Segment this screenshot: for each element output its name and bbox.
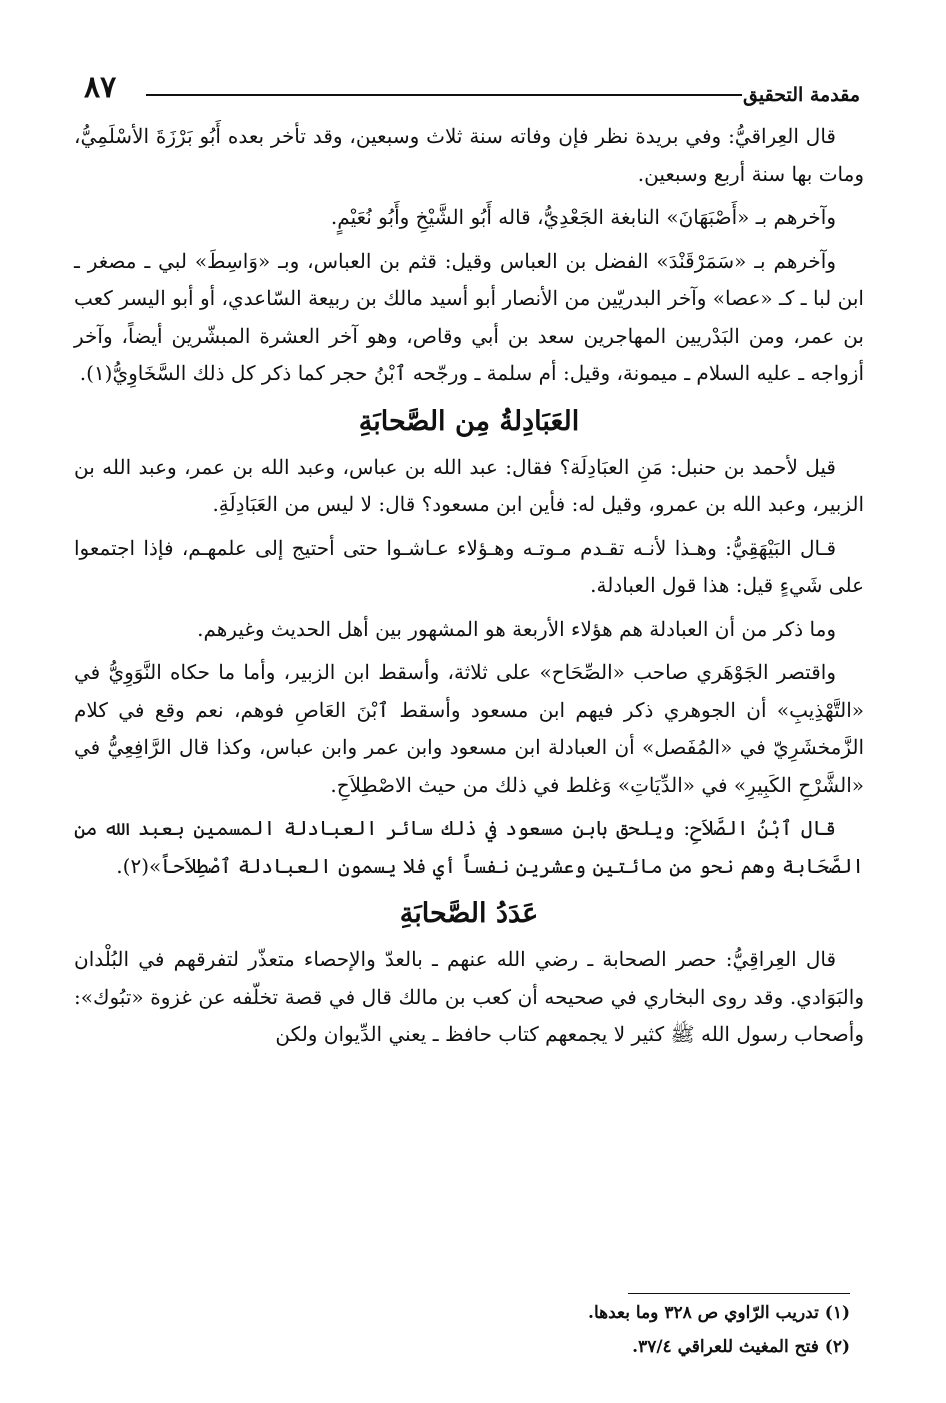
paragraph: وآخرهم بـ «أَصْبَهَانَ» النابغة الجَعْدِيُّ، قاله أَبُو الشَّيْخِ وأَبُو نُعَيْمٍ. <box>330 205 836 229</box>
main-text <box>74 118 864 1060</box>
page-number: ٨٧ <box>84 70 117 105</box>
footnote-2: (٢) فتح المغيث للعراقي ٣٧/٤. <box>632 1337 850 1357</box>
paragraph: قال ٱبْنُ الصَّلاَحِ: ويلحق بابن مسعود في ذلك سائر العبادلة المسمين بعبد الله من الصَّحَابة وهم نحو من مائتين وعشرين نفساً أي فلا يسمون العبادلة ٱصْطِلاَحاً»(٢). <box>74 816 864 878</box>
running-title: مقدمة التحقيق <box>743 84 860 106</box>
footnotes <box>74 1296 850 1364</box>
paragraph: وآخرهم بـ «سَمَرْقَنْدَ» الفضل بن العباس وقيل: قثم بن العباس، وبـ «وَاسِطَ» لبي ـ مصغر ـ ابن لبا ـ كـ «عصا» وآخر البدريّين من الأنصار أبو أسيد مالك بن ربيعة السّاعدي، أو أبو اليسر كعب بن عمر، ومن البَدْريين المهاجرين سعد بن أبي وقاص، وهو آخر العشرة المبشّرين أيضاً، وآخر أزواجه ـ عليه السلام ـ ميمونة، وقيل: أم سلمة ـ ورجّحه ٱبْنُ حجر كما ذكر كل ذلك السَّخَاوِيُّ(١). <box>74 248 864 385</box>
page-header <box>84 70 860 110</box>
paragraph: قال العِراقِيُّ: حصر الصحابة ـ رضي الله عنهم ـ بالعدّ والإحصاء متعذّر لتفرقهم في البُلْدان والبَوَادي. وقد روى البخاري في صحيحه أن كعب بن مالك قال في قصة تخلّفه عن غزوة «تبُوك»: وأصحاب رسول الله ﷺ كثير لا يجمعهم كتاب حافظ ـ يعني الدِّيوان ولكن <box>74 947 864 1046</box>
section-heading-abadila: العَبَادِلةُ مِن الصَّحابَةِ <box>358 405 580 437</box>
footnote-rule <box>628 1293 850 1294</box>
header-rule <box>146 94 742 96</box>
paragraph: قال العِراقيُّ: وفي بريدة نظر فإن وفاته سنة ثلاث وسبعين، وقد تأخر بعده أَبُو بَرْزَةَ الأسْلَمِيُّ، ومات بها سنة أربع وسبعين. <box>74 124 864 186</box>
paragraph: وما ذكر من أن العبادلة هم هؤلاء الأربعة هو المشهور بين أهل الحديث وغيرهم. <box>197 616 836 641</box>
paragraph: قيل لأحمد بن حنبل: مَنِ العبَادِلَة؟ فقال: عبد الله بن عباس، وعبد الله بن عمر، وعبد الله بن الزبير، وعبد الله بن عمرو، وقيل له: فأين ابن مسعود؟ قال: لا ليس من العَبَادِلَةِ. <box>74 454 864 516</box>
paragraph: قـال البَيْهَقِيُّ: وهـذا لأنـه تقـدم مـوتـه وهـؤلاء عـاشـوا حتى أحتيج إلى علمهـم، فإذا اجتمعوا على شَيءٍ قيل: هذا قول العبادلة. <box>74 535 864 597</box>
paragraph: واقتصر الجَوْهَري صاحب «الصِّحَاح» على ثلاثة، وأسقط ابن الزبير، وأما ما حكاه النَّوَوِيُّ في «التَّهْذِيبِ» أن الجوهري ذكر فيهم ابن مسعود وأسقط ٱبْنَ العَاصِ فوهم، نعم وقع في كلام الزَّمخشَرِيّ في «المُفَصل» أن العبادلة ابن مسعود وابن عمر وابن عباس، وكذا قال الرَّافِعِيُّ في «الشَّرْحِ الكَبِيرِ» في «الدِّيَاتِ» وَغلط في ذلك من حيث الاصْطِلاَحِ. <box>74 660 864 797</box>
footnote-1: (١) تدريب الرّاوي ص ٣٢٨ وما بعدها. <box>588 1303 850 1323</box>
section-heading-number-of-companions: عَدَدُ الصَّحابَةِ <box>399 898 539 929</box>
